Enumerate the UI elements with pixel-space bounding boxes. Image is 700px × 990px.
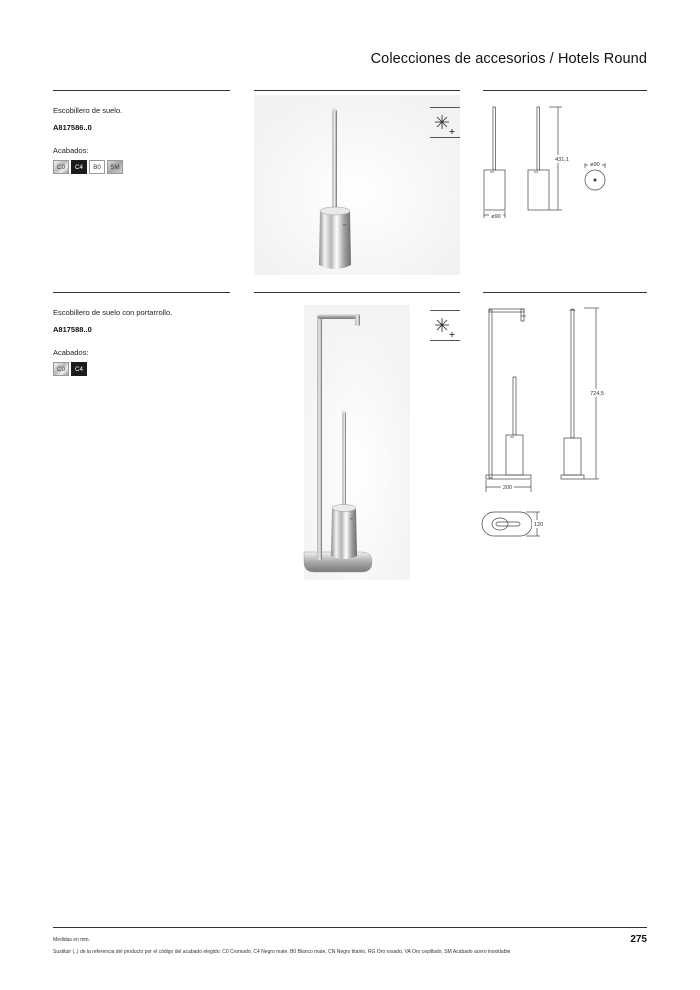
finish-swatch-steel: SM — [107, 160, 123, 174]
finishes-label: Acabados: — [53, 348, 89, 357]
dimension-diameter-top: ø90 — [590, 162, 600, 168]
section-rule — [53, 90, 230, 91]
product-description: Escobillero de suelo. — [53, 106, 123, 115]
sparkle-icon — [430, 107, 460, 137]
page-number: 275 — [630, 934, 647, 945]
finish-swatches — [53, 362, 87, 376]
sparkle-icon — [430, 310, 460, 340]
product-description: Escobillero de suelo con portarrollo. — [53, 308, 173, 317]
technical-drawing-1 — [476, 100, 626, 225]
finish-swatch-black: C4 — [71, 362, 87, 376]
footer-rule — [53, 927, 647, 928]
footnote-finish-codes: Sustituir (..) de la referencia del producto por el código del acabado elegido: C0 Cromado, C4 Negro mate, B0 Blanco mate, CN Negro titanio, RG Oro rosado, VA Oro cepillado, SM Acabado acero inoxidable — [53, 949, 511, 955]
finish-swatch-black: C4 — [71, 160, 87, 174]
technical-drawing-2 — [476, 300, 626, 550]
section-rule — [254, 292, 460, 293]
product-photo-brush-with-roll-holder — [254, 300, 460, 585]
product-reference: A817588..0 — [53, 325, 92, 334]
finish-swatches — [53, 160, 123, 174]
finish-swatch-white: B0 — [89, 160, 105, 174]
dimension-diameter-bottom: ø90 — [491, 214, 501, 220]
finishes-label: Acabados: — [53, 146, 89, 155]
dimension-height: 724,5 — [590, 391, 604, 397]
dimension-width: 200 — [502, 485, 513, 491]
section-rule — [254, 90, 460, 91]
dimension-depth: 120 — [533, 522, 544, 528]
finish-swatch-chrome: C0 — [53, 362, 69, 376]
section-rule — [483, 90, 647, 91]
dimension-height: 431,1 — [555, 157, 569, 163]
finish-swatch-chrome: C0 — [53, 160, 69, 174]
product-reference: A817586..0 — [53, 123, 92, 132]
page-title: Colecciones de accesorios / Hotels Round — [370, 51, 647, 67]
section-rule — [53, 292, 230, 293]
footnote-units: Medidas en mm. — [53, 937, 90, 943]
section-rule — [483, 292, 647, 293]
